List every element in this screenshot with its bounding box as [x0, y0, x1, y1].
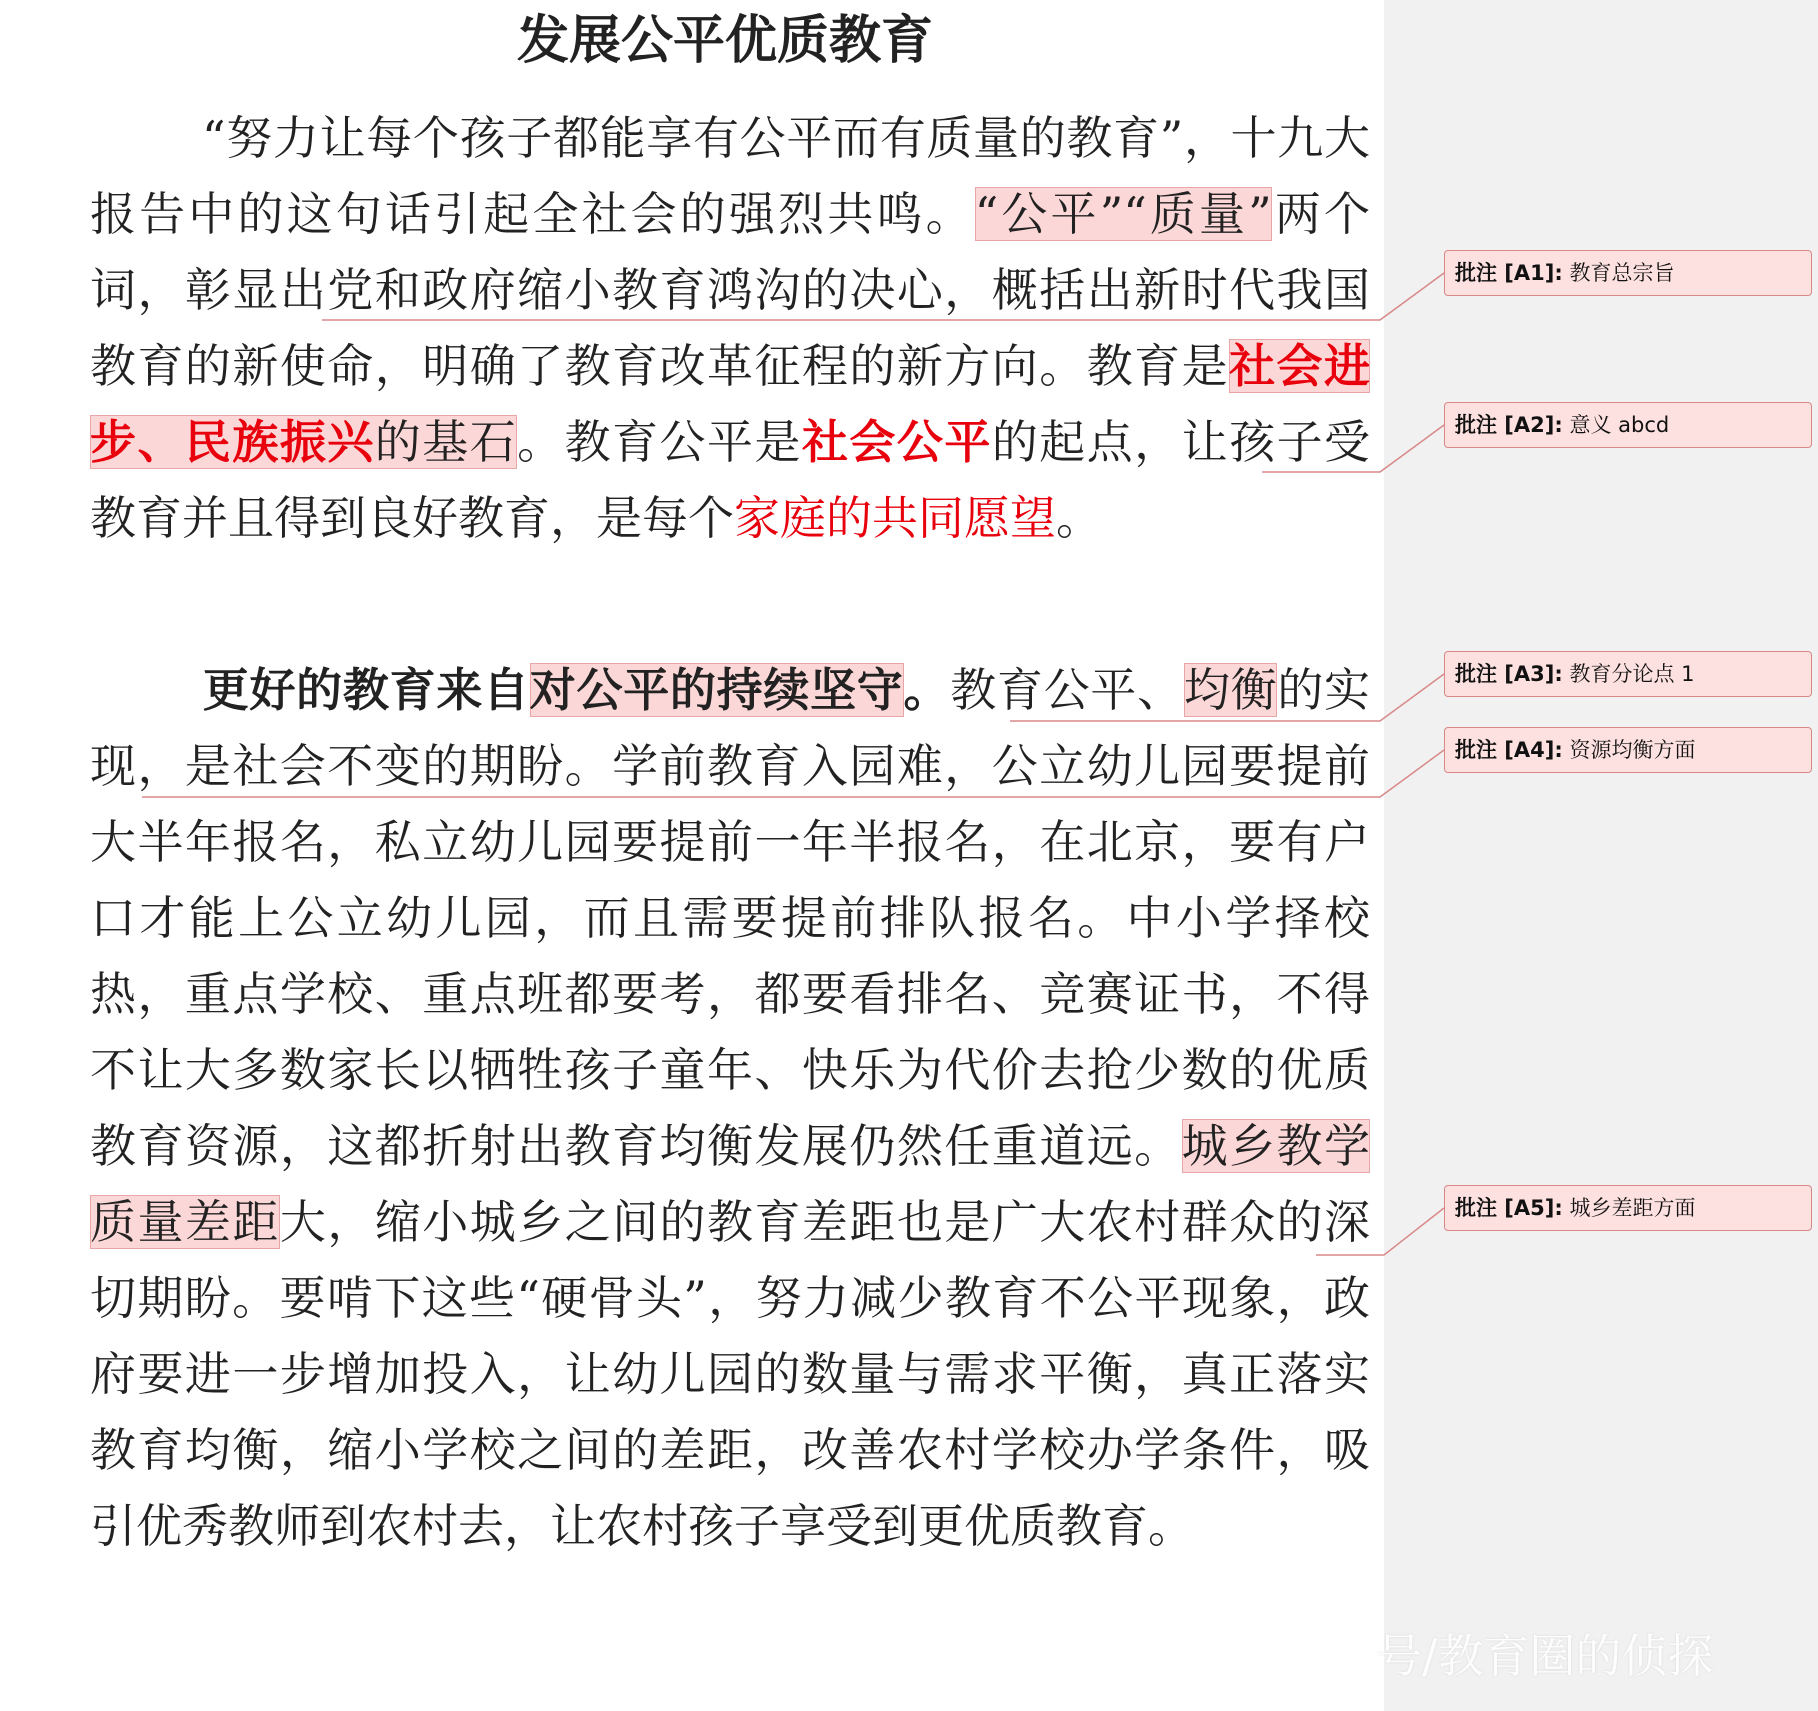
- text-run: “努力让每个孩子都能享有公平而有质量的教育”，十九大报告中的这句话引起全社会的强烈共鸣。: [90, 111, 1370, 241]
- document-title: 发展公平优质教育: [516, 11, 933, 71]
- red-emphasis-text: 社会公平: [801, 415, 992, 469]
- comment-label: 批注 [A3]:: [1455, 662, 1563, 686]
- comment-a5[interactable]: [1444, 1185, 1812, 1231]
- comment-label: 批注 [A1]:: [1455, 261, 1563, 285]
- text-run: 大，缩小城乡之间的教育差距也是广大农村群众的深切期盼。要啃下这些“硬骨头”，努力减少教育不公平现象，政府要进一步增加投入，让幼儿园的数量与需求平衡，真正落实教育均衡，缩小学校之间的差距，改善农村学校办学条件，吸引优秀教师到农村去，让农村孩子享受到更优质教育。: [90, 1195, 1371, 1553]
- text-run: 的实现，是社会不变的期盼。学前教育入园难，公立幼儿园要提前大半年报名，私立幼儿园要提前一年半报名，在北京，要有户口才能上公立幼儿园，而且需要提前排队报名。中小学择校热，重点学校、重点班都要考，都要看排名、竞赛证书，不得不让大多数家长以牺牲孩子童年、快乐为代价去抢少数的优质教育资源，这都折射出教育均衡发展仍然任重道远。: [90, 663, 1371, 1173]
- text-run: 。教育公平是: [517, 415, 802, 469]
- watermark-text: 号/教育圈的侦探: [1376, 1629, 1714, 1683]
- paragraph-1[interactable]: [90, 100, 1370, 556]
- comment-a1[interactable]: [1444, 250, 1812, 296]
- comment-a4[interactable]: [1444, 727, 1812, 773]
- comment-anchor-a1[interactable]: “公平”“质量”: [974, 187, 1272, 241]
- text-run: 的起点，让孩子受教育并且得到良好教育，是每个: [90, 415, 1371, 545]
- comment-text: 教育总宗旨: [1569, 261, 1675, 285]
- paragraph-2[interactable]: [90, 652, 1370, 1564]
- bold-lead-text: 更好的教育来自: [202, 663, 530, 717]
- comment-label: 批注 [A5]:: [1455, 1196, 1563, 1220]
- comment-anchor-a3[interactable]: 对公平的持续坚守: [529, 663, 904, 717]
- text-run: 。: [1056, 491, 1102, 545]
- bold-lead-text: 。: [903, 663, 951, 717]
- red-emphasis-text: 家庭的共同愿望: [734, 491, 1056, 545]
- comment-text: 城乡差距方面: [1569, 1196, 1696, 1220]
- red-emphasis-text: 社会进步、民族振兴: [90, 339, 1371, 469]
- comment-label: 批注 [A2]:: [1455, 413, 1563, 437]
- comment-anchor-a4[interactable]: 均衡: [1183, 663, 1278, 717]
- comment-anchor-a5[interactable]: 城乡教学质量差距: [90, 1119, 1371, 1249]
- text-run: 教育公平、: [950, 663, 1184, 717]
- comment-a3[interactable]: [1444, 651, 1812, 697]
- comment-label: 批注 [A4]:: [1455, 738, 1563, 762]
- comment-text: 意义 abcd: [1569, 413, 1670, 437]
- comment-text: 资源均衡方面: [1569, 738, 1696, 762]
- comment-a2[interactable]: [1444, 402, 1812, 448]
- comment-text: 教育分论点 1: [1569, 662, 1695, 686]
- text-run: 两个词，彰显出党和政府缩小教育鸿沟的决心，概括出新时代我国教育的新使命，明确了教育改革征程的新方向。教育是: [90, 187, 1371, 393]
- text-run: 的基石: [374, 415, 518, 469]
